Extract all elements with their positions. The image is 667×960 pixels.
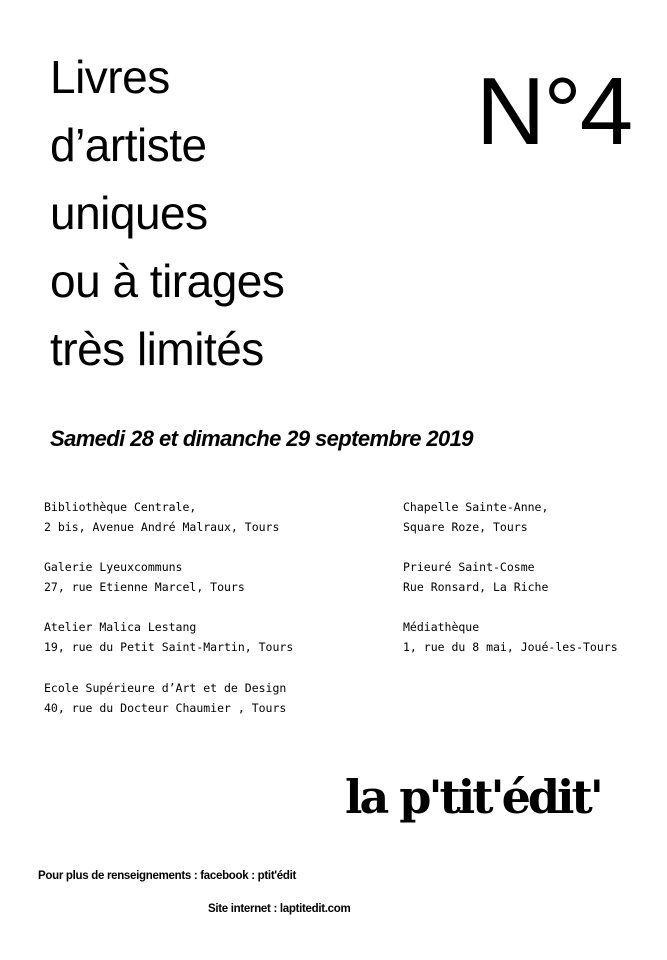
venue-item — [44, 617, 293, 657]
venue-name: Prieuré Saint-Cosme — [403, 560, 535, 574]
venue-item — [403, 617, 618, 657]
website-line: Site internet : laptitedit.com — [208, 903, 351, 915]
venue-name: Bibliothèque Centrale, — [44, 500, 197, 514]
venue-item — [403, 497, 548, 537]
venue-name: Atelier Malica Lestang — [44, 620, 197, 634]
venue-address: Rue Ronsard, La Riche — [403, 580, 549, 594]
event-date: Samedi 28 et dimanche 29 septembre 2019 — [50, 426, 473, 451]
title-line-2: d’artiste — [50, 119, 207, 171]
venue-address: Square Roze, Tours — [403, 520, 528, 534]
venue-item — [44, 678, 286, 718]
title-line-1: Livres — [50, 51, 170, 103]
title-line-4: ou à tirages — [50, 255, 285, 307]
title-line-3: uniques — [50, 187, 208, 239]
venue-address: 2 bis, Avenue André Malraux, Tours — [44, 520, 280, 534]
issue-number: N°4 — [476, 58, 632, 165]
info-line: Pour plus de renseignements : facebook : ptit'édit — [38, 870, 297, 882]
venue-item — [44, 557, 245, 597]
publisher-logo: la p'tit'édit' — [345, 770, 601, 824]
venue-name: Médiathèque — [403, 620, 480, 634]
venue-name: Chapelle Sainte-Anne, — [403, 500, 549, 514]
venue-item — [403, 557, 548, 597]
venue-address: 1, rue du 8 mai, Joué-les-Tours — [403, 640, 618, 654]
venue-name: Galerie Lyeuxcommuns — [44, 560, 183, 574]
venue-address: 27, rue Etienne Marcel, Tours — [44, 580, 245, 594]
title-line-5: très limités — [50, 323, 264, 375]
venue-address: 40, rue du Docteur Chaumier , Tours — [44, 701, 287, 715]
venue-name: Ecole Supérieure d’Art et de Design — [44, 681, 287, 695]
venue-address: 19, rue du Petit Saint-Martin, Tours — [44, 640, 294, 654]
venue-item — [44, 497, 279, 537]
